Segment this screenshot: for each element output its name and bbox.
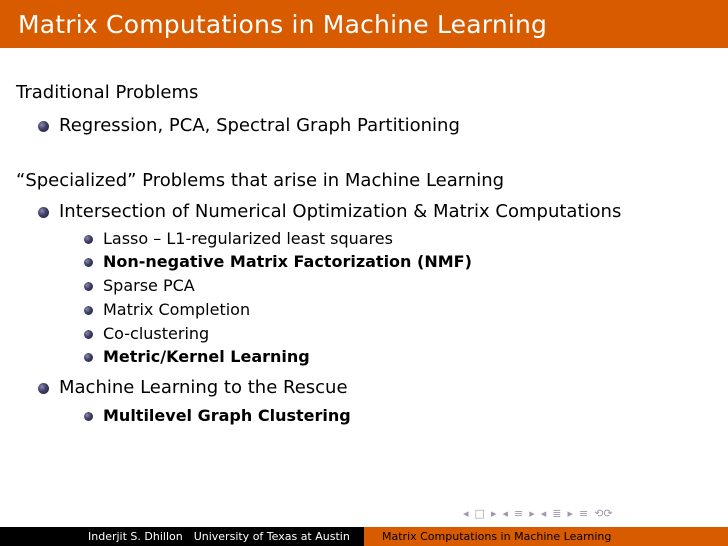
footer	[0, 527, 728, 546]
nav-next-frame-icon[interactable]: ▸	[490, 506, 497, 520]
sub-list-item: Lasso – L1-regularized least squares	[103, 229, 393, 248]
sub-bullet-icon	[84, 306, 93, 315]
section-heading-traditional: Traditional Problems	[16, 82, 199, 103]
sub-bullet-icon	[84, 235, 93, 244]
sub-bullet-icon	[84, 282, 93, 291]
list-item: Regression, PCA, Spectral Graph Partitioning	[59, 115, 460, 136]
nav-prev-section-icon[interactable]: ◂	[540, 506, 547, 520]
sub-bullet-icon	[84, 412, 93, 421]
nav-next-section-icon[interactable]: ▸	[567, 506, 574, 520]
sub-list-item: Matrix Completion	[103, 300, 251, 319]
nav-section-icon[interactable]: ≣	[552, 506, 562, 520]
sub-list-item: Sparse PCA	[103, 276, 195, 295]
nav-next-subsection-icon[interactable]: ▸	[529, 506, 535, 520]
bullet-icon	[38, 121, 49, 132]
navigation-bar	[463, 505, 619, 521]
sub-list-item: Co-clustering	[103, 324, 210, 343]
footer-author-block	[0, 527, 364, 546]
nav-prev-subsection-icon[interactable]: ◂	[502, 506, 508, 520]
sub-bullet-icon	[84, 330, 93, 339]
sub-list-item: Multilevel Graph Clustering	[103, 406, 351, 425]
list-item: Intersection of Numerical Optimization & Matrix Computations	[59, 201, 622, 222]
title-bar	[0, 0, 728, 48]
nav-search-icon[interactable]: ⟲⟳	[594, 506, 613, 520]
nav-align-icon[interactable]: ≡	[579, 506, 589, 520]
nav-subsection-icon[interactable]: ≡	[514, 506, 524, 520]
section-heading-specialized: “Specialized” Problems that arise in Machine Learning	[16, 170, 505, 191]
sub-list-item: Non-negative Matrix Factorization (NMF)	[103, 252, 472, 271]
footer-title-block	[364, 527, 728, 546]
bullet-icon	[38, 207, 49, 218]
sub-list-item: Metric/Kernel Learning	[103, 347, 310, 366]
footer-institution: University of Texas at Austin	[193, 530, 350, 543]
nav-prev-frame-icon[interactable]: ◂	[463, 506, 469, 520]
footer-author: Inderjit S. Dhillon	[88, 530, 183, 543]
sub-bullet-icon	[84, 258, 93, 267]
slide-title: Matrix Computations in Machine Learning	[18, 9, 548, 39]
list-item: Machine Learning to the Rescue	[59, 377, 348, 398]
sub-bullet-icon	[84, 353, 93, 362]
nav-frame-icon[interactable]: □	[474, 506, 485, 520]
footer-title: Matrix Computations in Machine Learning	[382, 530, 612, 543]
bullet-icon	[38, 383, 49, 394]
